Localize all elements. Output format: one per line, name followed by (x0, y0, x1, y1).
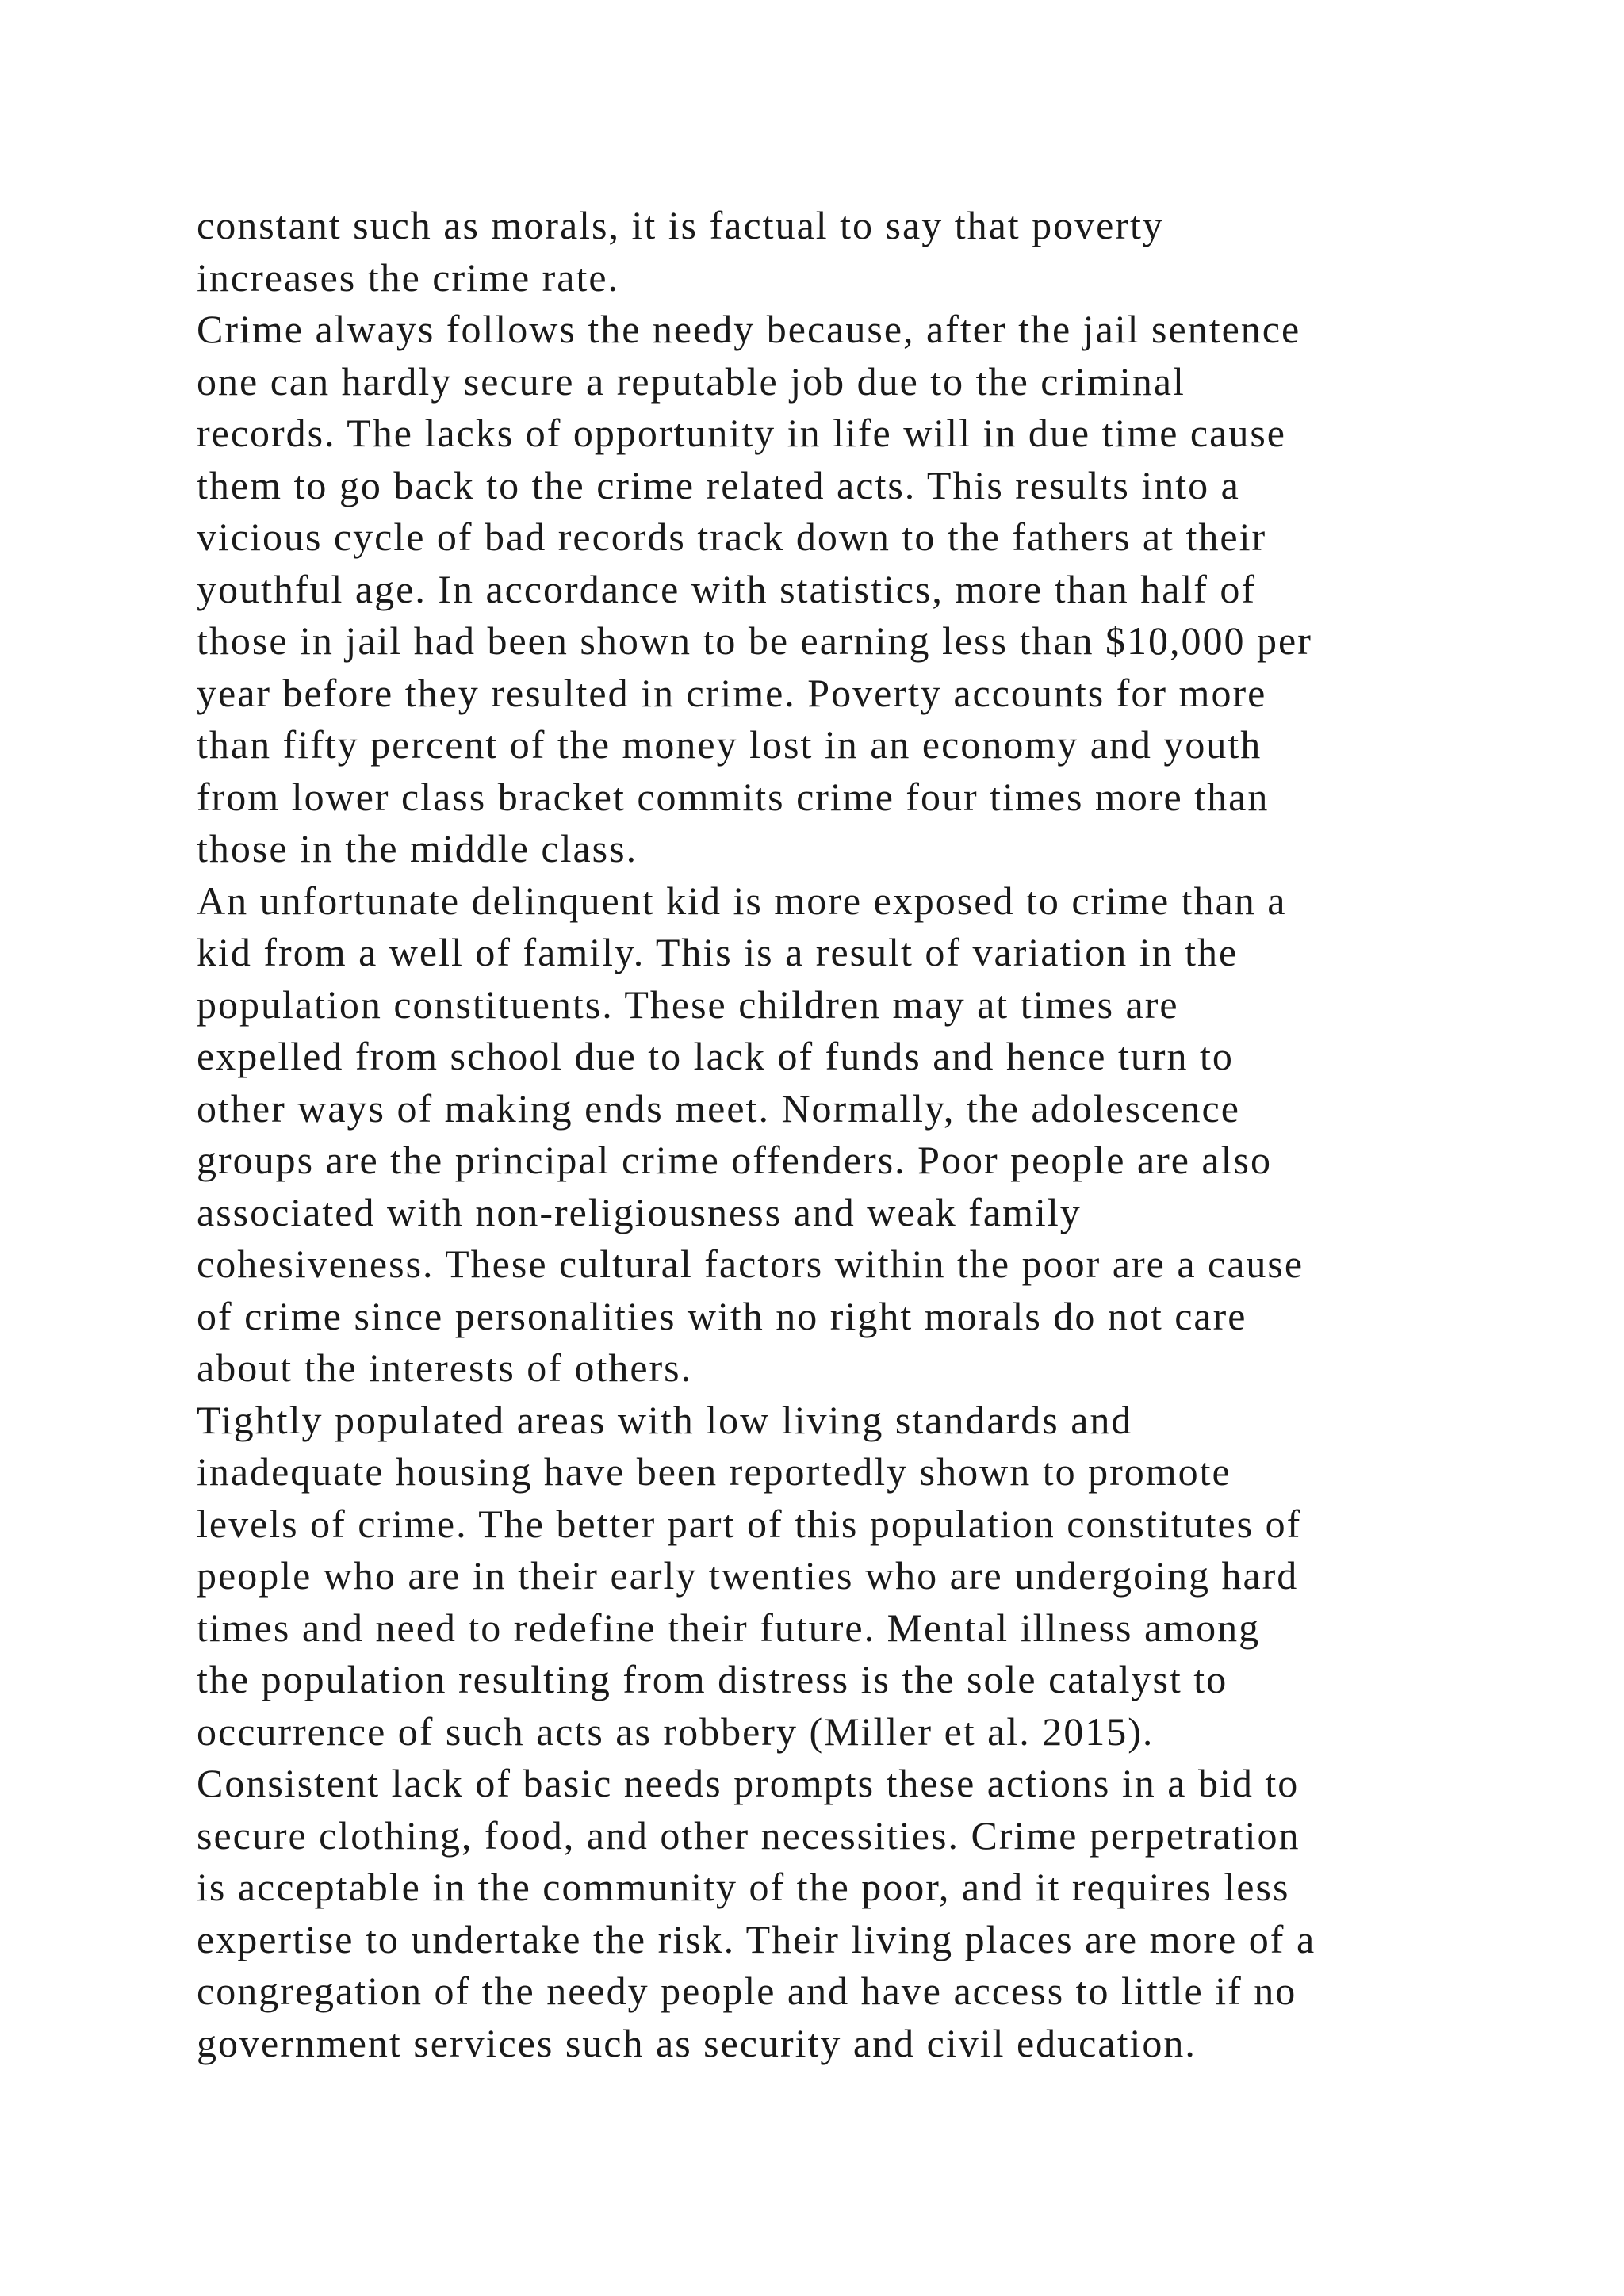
text-line: other ways of making ends meet. Normally, the adolescence (197, 1085, 1240, 1131)
text-line: the population resulting from distress is the sole catalyst to (197, 1657, 1228, 1701)
text-line: is acceptable in the community of the poor, and it requires less (197, 1865, 1290, 1909)
text-line: of crime since personalities with no right morals do not care (197, 1293, 1247, 1338)
text-line: population constituents. These children may at times are (197, 982, 1179, 1027)
text-line: An unfortunate delinquent kid is more exposed to crime than a (197, 878, 1287, 923)
text-line: Consistent lack of basic needs prompts these actions in a bid to (197, 1761, 1300, 1805)
text-line: levels of crime. The better part of this population constitutes of (197, 1501, 1302, 1546)
text-line: groups are the principal crime offenders. Poor people are also (197, 1138, 1272, 1182)
text-line: government services such as security and civil education. (197, 2020, 1197, 2065)
text-line: times and need to redefine their future. Mental illness among (197, 1605, 1261, 1650)
text-line: constant such as morals, it is factual to say that poverty (197, 203, 1164, 247)
text-line: year before they resulted in crime. Poverty accounts for more (197, 670, 1267, 715)
text-line: those in the middle class. (197, 826, 638, 871)
text-line: people who are in their early twenties who are undergoing hard (197, 1553, 1299, 1598)
text-line: kid from a well of family. This is a result of variation in the (197, 930, 1239, 974)
text-line: than fifty percent of the money lost in an economy and youth (197, 722, 1262, 767)
text-line: cohesiveness. These cultural factors within the poor are a cause (197, 1242, 1304, 1286)
text-line: Tightly populated areas with low living standards and (197, 1397, 1133, 1442)
text-line: occurrence of such acts as robbery (Miller et al. 2015). (197, 1709, 1155, 1754)
text-line: about the interests of others. (197, 1345, 693, 1390)
text-line: expelled from school due to lack of funds and hence turn to (197, 1034, 1234, 1078)
text-line: those in jail had been shown to be earning less than $10,000 per (197, 618, 1312, 663)
text-line: youthful age. In accordance with statistics, more than half of (197, 566, 1257, 611)
text-line: them to go back to the crime related acts. This results into a (197, 462, 1240, 507)
text-line: expertise to undertake the risk. Their living places are more of a (197, 1916, 1316, 1961)
text-line: associated with non-religiousness and weak family (197, 1189, 1082, 1234)
document-body (197, 200, 1561, 2069)
text-line: vicious cycle of bad records track down to the fathers at their (197, 515, 1267, 559)
text-line: records. The lacks of opportunity in life will in due time cause (197, 411, 1286, 455)
text-line: from lower class bracket commits crime four times more than (197, 774, 1270, 819)
text-line: inadequate housing have been reportedly shown to promote (197, 1449, 1231, 1494)
text-line: congregation of the needy people and have access to little if no (197, 1969, 1297, 2013)
text-line: one can hardly secure a reputable job due to the criminal (197, 358, 1185, 404)
text-line: increases the crime rate. (197, 254, 620, 300)
text-line: secure clothing, food, and other necessities. Crime perpetration (197, 1812, 1300, 1858)
text-line: Crime always follows the needy because, after the jail sentence (197, 307, 1301, 351)
